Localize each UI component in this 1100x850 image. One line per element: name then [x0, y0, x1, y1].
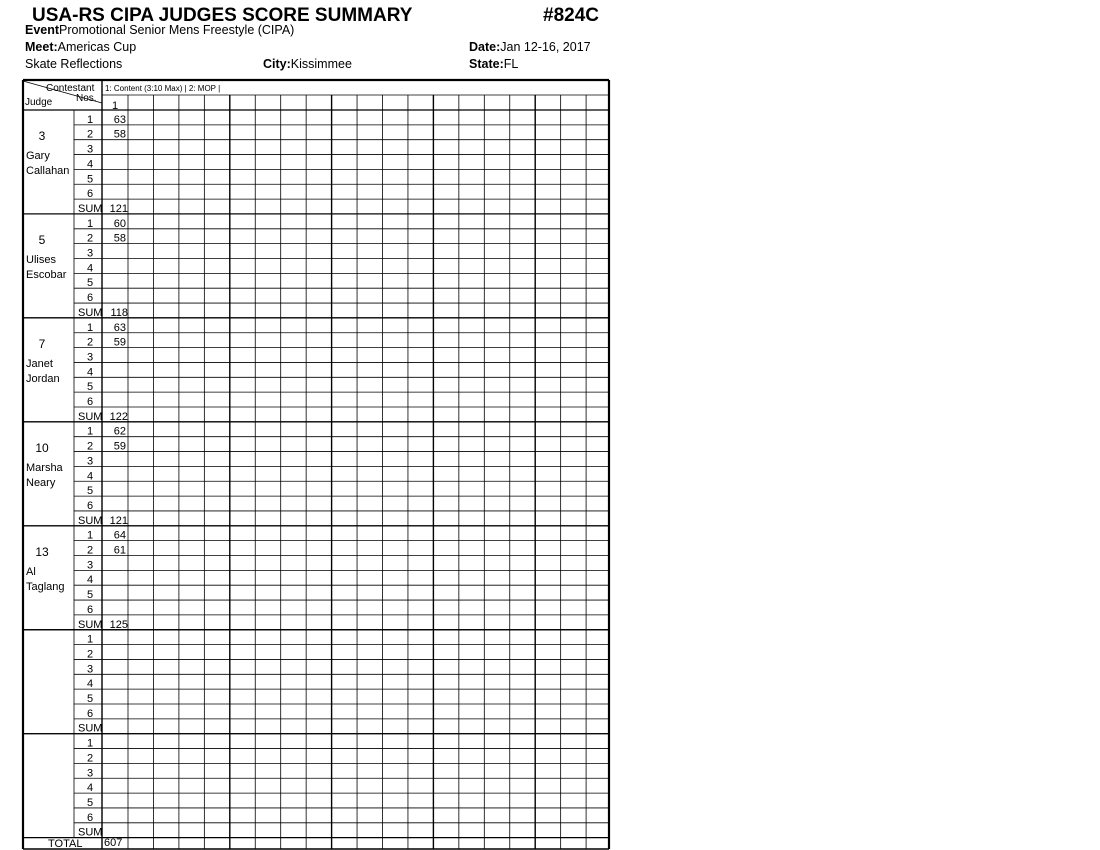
- score-value: 58: [113, 128, 126, 141]
- row-number: 3: [86, 351, 94, 364]
- row-number: 3: [86, 455, 94, 468]
- row-number: 1: [86, 113, 94, 126]
- corner-nos-label: Nos.: [76, 93, 97, 104]
- row-number: 3: [86, 559, 94, 572]
- row-number: 5: [86, 796, 94, 809]
- sum-label: SUM: [78, 306, 103, 319]
- row-number: 4: [86, 574, 94, 587]
- sum-value: 121: [109, 202, 128, 215]
- row-number: 5: [86, 693, 94, 705]
- row-number: 4: [86, 678, 94, 691]
- criteria-legend: 1: Content (3:10 Max) | 2: MOP |: [105, 84, 221, 93]
- row-number: 6: [86, 292, 94, 305]
- sum-label: SUM: [78, 722, 103, 735]
- row-number: 4: [86, 262, 94, 275]
- judge-last-name: Neary: [26, 476, 56, 489]
- row-number: 4: [86, 470, 94, 483]
- score-value: 58: [113, 232, 126, 245]
- row-number: 1: [86, 425, 94, 438]
- row-number: 2: [86, 336, 94, 349]
- row-number: 2: [86, 752, 94, 765]
- row-number: 5: [86, 485, 94, 498]
- sum-value: 118: [110, 306, 128, 319]
- row-number: 6: [86, 811, 94, 824]
- judge-number: 13: [35, 544, 49, 559]
- row-number: 1: [86, 217, 94, 230]
- sum-value: 125: [109, 618, 128, 631]
- judge-last-name: Escobar: [26, 268, 67, 281]
- row-number: 5: [86, 589, 94, 602]
- sum-label: SUM: [78, 410, 103, 423]
- judge-first-name: Janet: [26, 357, 53, 370]
- score-value: 60: [113, 217, 126, 230]
- judge-number: 7: [38, 336, 46, 351]
- row-number: 2: [86, 440, 94, 453]
- city-value: Kissimmee: [290, 57, 352, 71]
- row-number: 3: [86, 143, 94, 156]
- row-number: 5: [86, 381, 94, 394]
- sum-value: 121: [109, 514, 128, 527]
- corner-judge-label: Judge: [25, 97, 53, 108]
- total-value: 607: [104, 837, 123, 849]
- row-number: 1: [86, 529, 94, 542]
- sum-label: SUM: [78, 826, 103, 839]
- sum-label: SUM: [78, 514, 103, 527]
- row-number: 3: [86, 663, 94, 676]
- document-number: #824C: [543, 5, 599, 26]
- judge-first-name: Marsha: [26, 461, 63, 474]
- judge-number: 10: [35, 440, 49, 455]
- sum-value: 122: [109, 410, 128, 423]
- score-value: 63: [113, 113, 126, 126]
- row-number: 5: [86, 277, 94, 290]
- judge-number: 3: [38, 129, 46, 143]
- judge-first-name: Ulises: [26, 253, 56, 266]
- score-value: 59: [113, 440, 126, 453]
- event-value: Promotional Senior Mens Freestyle (CIPA): [59, 23, 295, 37]
- judge-last-name: Taglang: [26, 580, 65, 593]
- row-number: 1: [86, 737, 94, 750]
- state-value: FL: [503, 57, 519, 71]
- meet-value: Americas Cup: [57, 40, 137, 54]
- row-number: 4: [86, 158, 94, 171]
- row-number: 2: [86, 232, 94, 245]
- row-number: 1: [86, 321, 94, 334]
- score-value: 64: [113, 529, 126, 542]
- row-number: 4: [86, 782, 94, 795]
- row-number: 1: [86, 633, 94, 646]
- row-number: 2: [86, 544, 94, 557]
- state-label: State:: [469, 57, 504, 71]
- judge-first-name: Al: [26, 565, 36, 578]
- total-label: TOTAL: [48, 838, 83, 850]
- contestant-number: 1: [111, 100, 119, 112]
- row-number: 6: [86, 188, 94, 201]
- score-value: 61: [113, 544, 126, 557]
- sum-label: SUM: [78, 202, 103, 215]
- row-number: 6: [86, 707, 94, 720]
- row-number: 5: [86, 173, 94, 186]
- score-value: 59: [113, 336, 126, 349]
- row-number: 2: [86, 128, 94, 141]
- judge-last-name: Callahan: [26, 165, 70, 177]
- judge-last-name: Jordan: [26, 372, 60, 385]
- event-label: Event: [25, 23, 60, 37]
- row-number: 4: [86, 366, 94, 379]
- row-number: 3: [86, 247, 94, 260]
- date-value: Jan 12-16, 2017: [500, 40, 591, 54]
- sum-label: SUM: [78, 618, 103, 631]
- row-number: 2: [86, 648, 94, 661]
- judge-first-name: Gary: [26, 150, 50, 162]
- date-label: Date:: [469, 40, 501, 54]
- score-value: 63: [113, 321, 126, 334]
- club-name: Skate Reflections: [25, 57, 123, 71]
- row-number: 6: [86, 396, 94, 408]
- judge-number: 5: [38, 232, 46, 247]
- row-number: 3: [86, 767, 94, 780]
- row-number: 6: [86, 603, 94, 616]
- corner-contestant-label: Contestant: [46, 83, 95, 94]
- document-title: USA-RS CIPA JUDGES SCORE SUMMARY: [32, 5, 413, 26]
- city-label: City:: [263, 57, 291, 71]
- row-number: 6: [86, 499, 94, 512]
- score-value: 62: [113, 425, 126, 438]
- meet-label: Meet:: [25, 40, 58, 54]
